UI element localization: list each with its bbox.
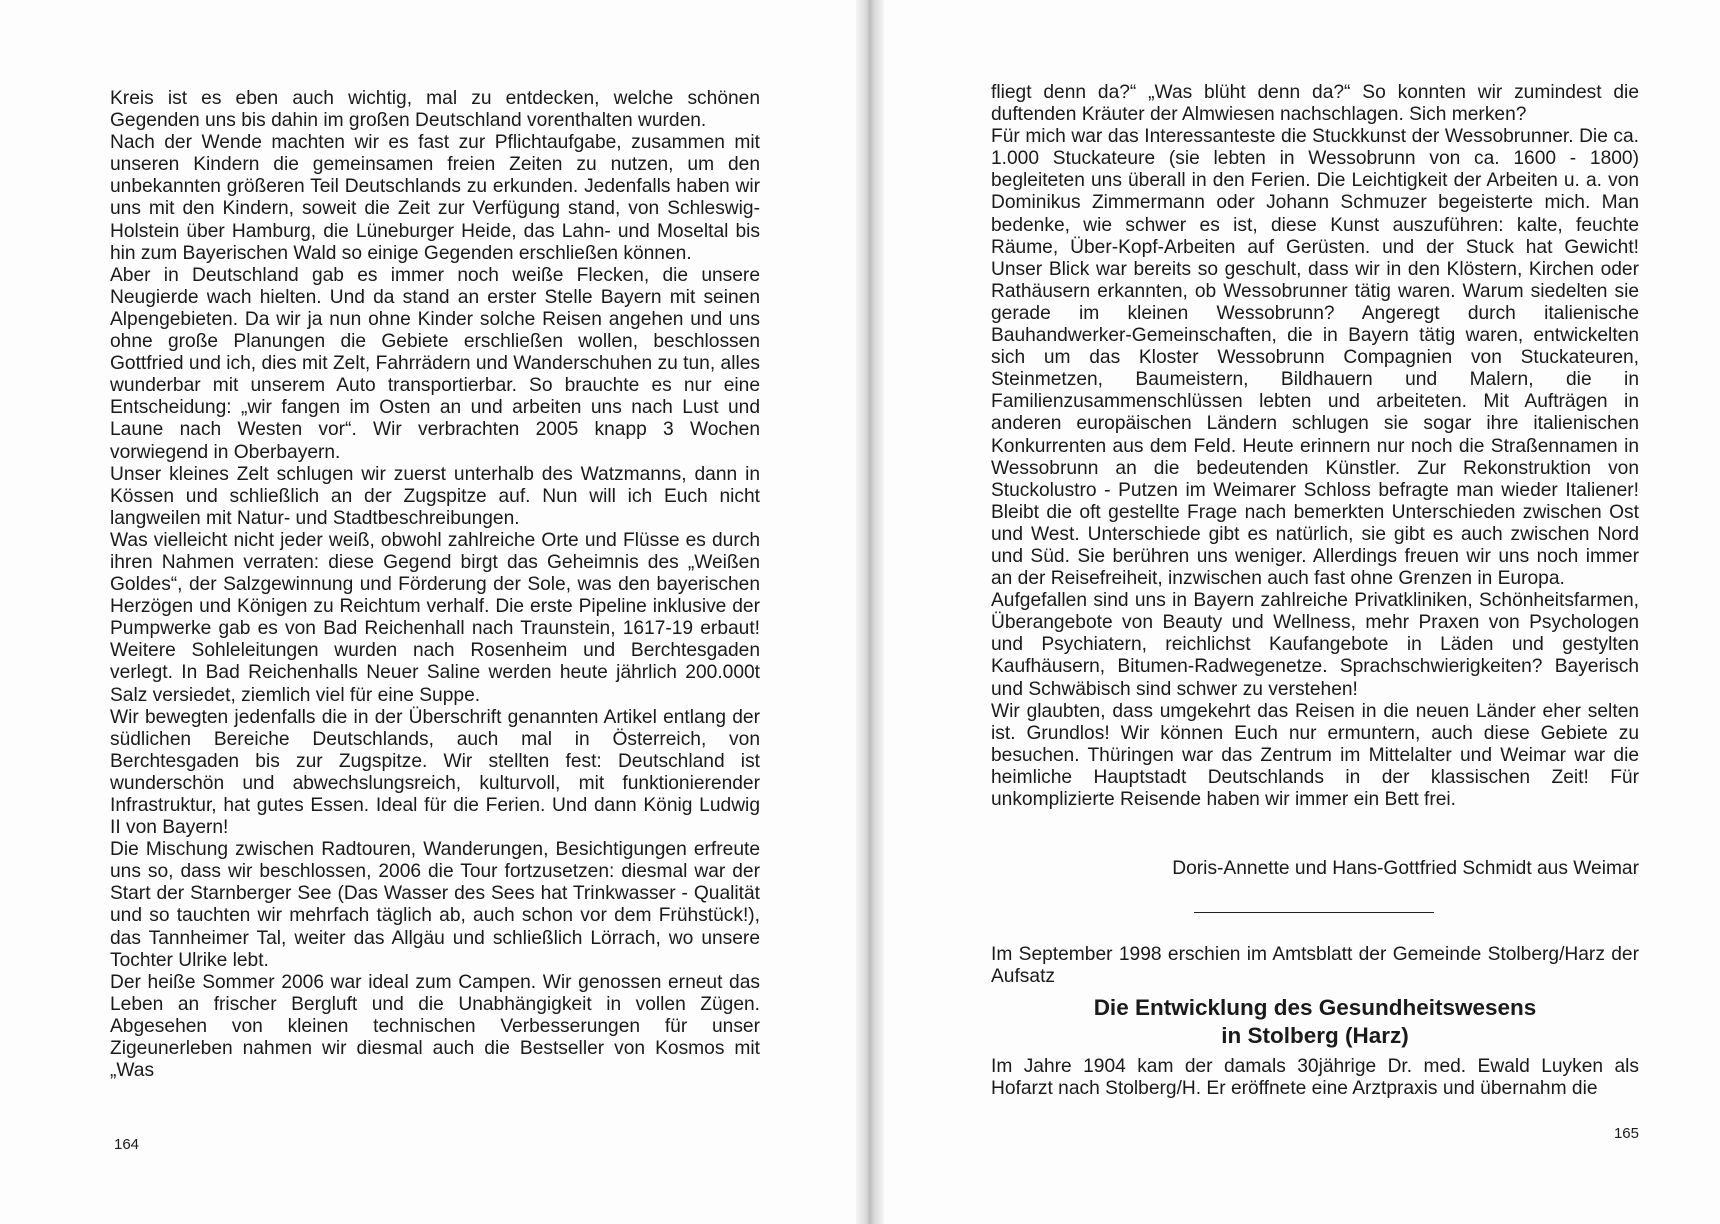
page-number: 165 <box>1613 1125 1639 1142</box>
paragraph: Wir glaubten, dass umgekehrt das Reisen in die neuen Länder eher selten ist. Grundlos! Wir können Euch nur ermuntern, auch diese Gebiete zu besuchen. Thüringen war das Zentrum im Mittelalter und Weimar war die heimliche Hauptstadt Deutschlands in der klassischen Zeit! Für unkomplizierte Reisende haben wir immer ein Bett frei. <box>991 700 1639 810</box>
heading-line: in Stolberg (Harz) <box>1221 1023 1409 1048</box>
article-intro <box>991 944 1639 988</box>
paragraph: Im Jahre 1904 kam der damals 30jährige Dr. med. Ewald Luyken als Hofarzt nach Stolberg/H. Er eröffnete eine Arztpraxis und übernahm die <box>991 1056 1639 1100</box>
paragraph: Was vielleicht nicht jeder weiß, obwohl zahlreiche Orte und Flüsse es durch ihren Nahmen verraten: diese Gegend birgt das Geheimnis des „Weißen Goldes“, der Salzgewinnung und Förderung der Sole, was den bayerischen Herzögen und Königen zu Reichtum verhalf. Die erste Pipeline inklusive der Pumpwerke gab es von Bad Reichenhall nach Traunstein, 1617-19 erbaut! Weitere Sohleleitungen wurden nach Rosenheim und Berchtesgaden verlegt. In Bad Reichenhalls Neuer Saline werden heute jährlich 200.000t Salz versiedet, ziemlich viel für eine Suppe. <box>110 529 760 706</box>
book-gutter <box>856 0 884 1224</box>
heading-line: Die Entwicklung des Gesundheitswesens <box>1093 995 1537 1020</box>
paragraph: Nach der Wende machten wir es fast zur Pflichtaufgabe, zusammen mit unseren Kindern die gemeinsamen freien Zeiten zu nutzen, um den unbekannten größeren Teil Deutschlands zu erkunden. Jedenfalls haben wir uns mit den Kindern, soweit die Zeit zur Verfügung stand, von Schleswig-Holstein über Hamburg, die Lüneburger Heide, das Lahn- und Moseltal bis hin zum Bayerischen Wald so einige Gegenden erschließen können. <box>110 132 760 264</box>
paragraph: fliegt denn da?“ „Was blüht denn da?“ So konnten wir zumindest die duftenden Kräuter der Almwiesen nachschlagen. Sich merken? <box>991 82 1639 126</box>
section-divider <box>1194 912 1434 913</box>
paragraph: Im September 1998 erschien im Amtsblatt der Gemeinde Stolberg/Harz der Aufsatz <box>991 944 1639 988</box>
paragraph: Unser kleines Zelt schlugen wir zuerst unterhalb des Watzmanns, dann in Kössen und schließlich an der Zugspitze auf. Nun will ich Euch nicht langweilen mit Natur- und Stadtbeschreibungen. <box>110 463 760 529</box>
paragraph: Kreis ist es eben auch wichtig, mal zu entdecken, welche schönen Gegenden uns bis dahin im großen Deutschland vorenthalten wurden. <box>110 88 760 132</box>
right-page-text <box>991 82 1639 811</box>
left-page-text <box>110 88 760 1082</box>
article-heading <box>991 994 1639 1050</box>
left-page <box>0 0 856 1224</box>
paragraph: Für mich war das Interessanteste die Stuckkunst der Wessobrunner. Die ca. 1.000 Stuckateure (sie lebten in Wessobrunn von ca. 1600 - 1800) begleiteten uns überall in den Ferien. Die Leichtigkeit der Arbeiten u. a. von Dominikus Zimmermann oder Johann Schmuzer begeisterte mich. Man bedenke, wie schwer es ist, diese Kunst auszuführen: kalte, feuchte Räume, Über-Kopf-Arbeiten auf Gerüsten. und der Stuck hat Gewicht! Unser Blick war bereits so geschult, dass wir in den Klöstern, Kirchen oder Rathäusern erkannten, ob Wessobrunner tätig waren. Warum siedelten sie gerade im kleinen Wessobrunn? Angeregt durch italienische Bauhandwerker-Gemeinschaften, die in Bayern tätig waren, entwickelten sich um das Kloster Wessobrunn Compagnien von Stuckateuren, Steinmetzen, Baumeistern, Bildhauern und Malern, die in Familienzusammenschlüssen lebten und arbeiteten. Mit Aufträgen in anderen europäischen Ländern schlugen sie sogar ihre italienischen Konkurrenten aus dem Feld. Heute erinnern nur noch die Straßennamen in Wessobrunn an die bedeutenden Künstler. Zur Rekonstruktion von Stuckolustro - Putzen im Weimarer Schloss befragte man wieder Italiener! Bleibt die oft gestellte Frage nach bemerkten Unterschieden zwischen Ost und West. Unterschiede gibt es natürlich, sie gibt es auch zwischen Nord und Süd. Sie berühren uns weniger. Allerdings freuen wir uns noch immer an der Reisefreiheit, inzwischen auch fast ohne Grenzen in Europa. <box>991 126 1639 590</box>
right-page <box>884 0 1720 1224</box>
paragraph: Der heiße Sommer 2006 war ideal zum Campen. Wir genossen erneut das Leben an frischer Bergluft und die Unabhängigkeit in vollen Zügen. Abgesehen von kleinen technischen Verbesserungen für unser Zigeunerleben nahmen wir diesmal auch die Bestseller von Kosmos mit „Was <box>110 971 760 1082</box>
paragraph: Die Mischung zwischen Radtouren, Wanderungen, Besichtigungen erfreute uns so, dass wir beschlossen, 2006 die Tour fortzusetzen: diesmal war der Start der Starnberger See (Das Wasser des Sees hat Trinkwasser - Qualität und so tauchten wir mehrfach täglich ab, auch schon vor dem Frühstück!), das Tannheimer Tal, weiter das Allgäu und schließlich Lörrach, wo unsere Tochter Ulrike lebt. <box>110 839 760 971</box>
paragraph: Wir bewegten jedenfalls die in der Überschrift genannten Artikel entlang der südlichen Bereiche Deutschlands, auch mal in Österreich, von Berchtesgaden bis zur Zugspitze. Wir stellten fest: Deutschland ist wunderschön und abwechslungsreich, kulturvoll, mit funktionierender Infrastruktur, hat gutes Essen. Ideal für die Ferien. Und dann König Ludwig II von Bayern! <box>110 706 760 839</box>
paragraph: Aber in Deutschland gab es immer noch weiße Flecken, die unsere Neugierde wach hielten. Und da stand an erster Stelle Bayern mit seinen Alpengebieten. Da wir ja nun ohne Kinder solche Reisen angehen und uns ohne große Planungen die Gebiete erschließen wollen, beschlossen Gottfried und ich, dies mit Zelt, Fahrrädern und Wanderschuhen zu tun, alles wunderbar mit unserem Auto transportierbar. So brauchte es nur eine Entscheidung: „wir fangen im Osten an und arbeiten uns nach Lust und Laune nach Westen vor“. Wir verbrachten 2005 knapp 3 Wochen vorwiegend in Oberbayern. <box>110 264 760 463</box>
paragraph: Aufgefallen sind uns in Bayern zahlreiche Privatkliniken, Schönheitsfarmen, Überangebote von Beauty und Wellness, mehr Praxen von Psychologen und Psychiatern, reichlichst Kaufangebote in Läden und gestylten Kaufhäusern, Bitumen-Radwegenetze. Sprachschwierigkeiten? Bayerisch und Schwäbisch sind schwer zu verstehen! <box>991 590 1639 700</box>
page-number: 164 <box>114 1136 140 1153</box>
author-signature: Doris-Annette und Hans-Gottfried Schmidt aus Weimar <box>1172 858 1639 879</box>
article-body <box>991 1056 1639 1100</box>
